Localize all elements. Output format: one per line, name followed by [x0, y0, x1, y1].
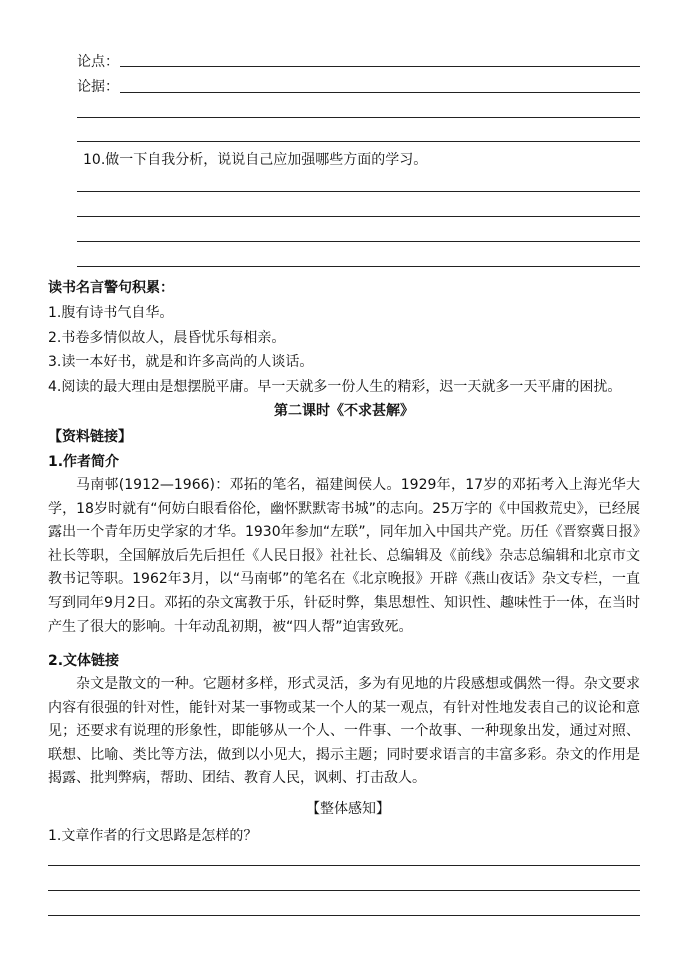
overall-heading: 【整体感知】: [306, 801, 390, 817]
quote-item-1: 1.腹有诗书气自华。: [48, 305, 174, 321]
genre-paragraph: 杂文是散文的一种。它题材多样，形式灵活，多为有见地的片段感想或偶然一得。杂文要求内容有很强的针对性，能针对某一事物或某一个人的某一观点，有针对性地发表自己的议论和意见；还要求有说理的形象性，即能够从一个人、一件事、一个故事、一种现象出发，通过对照、联想、比喻、类比等方法，做到以小见大，揭示主题；同时要求语言的丰富多彩。杂文的作用是揭露、批判弊病，帮助、团结、教育人民，讽刺、打击敌人。: [48, 676, 640, 787]
author-paragraph: 马南邨(1912—1966)：邓拓的笔名，福建闽侯人。1929年，17岁的邓拓考入上海光华大学，18岁时就有“何妨白眼看俗伦，幽怀默默寄书城”的志向。25万字的《中国救荒史》，已经展露出一个青年历史学家的才华。1930年参加“左联”，同年加入中国共产党。历任《晋察冀日报》社长等职，全国解放后先后担任《人民日报》社社长、总编辑及《前线》杂志总编辑和北京市文教书记等职。1962年3月，以“马南邨”的笔名在《北京晚报》开辟《燕山夜话》杂文专栏，一直写到同年9月2日。邓拓的杂文寓教于乐，针砭时弊，集思想性、知识性、趣味性于一体，在当时产生了很大的影响。十年动乱初期，被“四人帮”迫害致死。: [48, 477, 640, 635]
q10-answer-line-3[interactable]: [77, 241, 640, 242]
q1-answer-line-3[interactable]: [48, 915, 640, 916]
q10-answer-line-4[interactable]: [77, 266, 640, 267]
evidence-answer-line-2[interactable]: [77, 117, 640, 118]
q1-answer-line-2[interactable]: [48, 890, 640, 891]
quote-item-3: 3.读一本好书，就是和许多高尚的人谈话。: [48, 354, 314, 370]
evidence-answer-line[interactable]: [120, 92, 640, 93]
q10-answer-line-1[interactable]: [77, 191, 640, 192]
lesson-title: 第二课时《不求甚解》: [274, 403, 414, 419]
quotes-heading: 读书名言警句积累：: [48, 280, 174, 296]
evidence-answer-line-3[interactable]: [77, 141, 640, 142]
evidence-label: 论据：: [77, 79, 119, 95]
quote-item-4: 4.阅读的最大理由是想摆脱平庸。早一天就多一份人生的精彩，迟一天就多一天平庸的困扰。: [48, 379, 622, 395]
quote-item-2: 2.书卷多情似故人，晨昏忧乐每相亲。: [48, 330, 286, 346]
question-10: 10.做一下自我分析，说说自己应加强哪些方面的学习。: [83, 152, 428, 168]
argument-label: 论点：: [77, 54, 119, 70]
argument-answer-line[interactable]: [120, 66, 640, 67]
question-1: 1.文章作者的行文思路是怎样的？: [48, 828, 258, 844]
genre-heading: 2.文体链接: [48, 653, 120, 669]
q1-answer-line-1[interactable]: [48, 865, 640, 866]
resources-heading: 【资料链接】: [48, 429, 132, 445]
author-heading: 1.作者简介: [48, 454, 120, 470]
q10-answer-line-2[interactable]: [77, 216, 640, 217]
